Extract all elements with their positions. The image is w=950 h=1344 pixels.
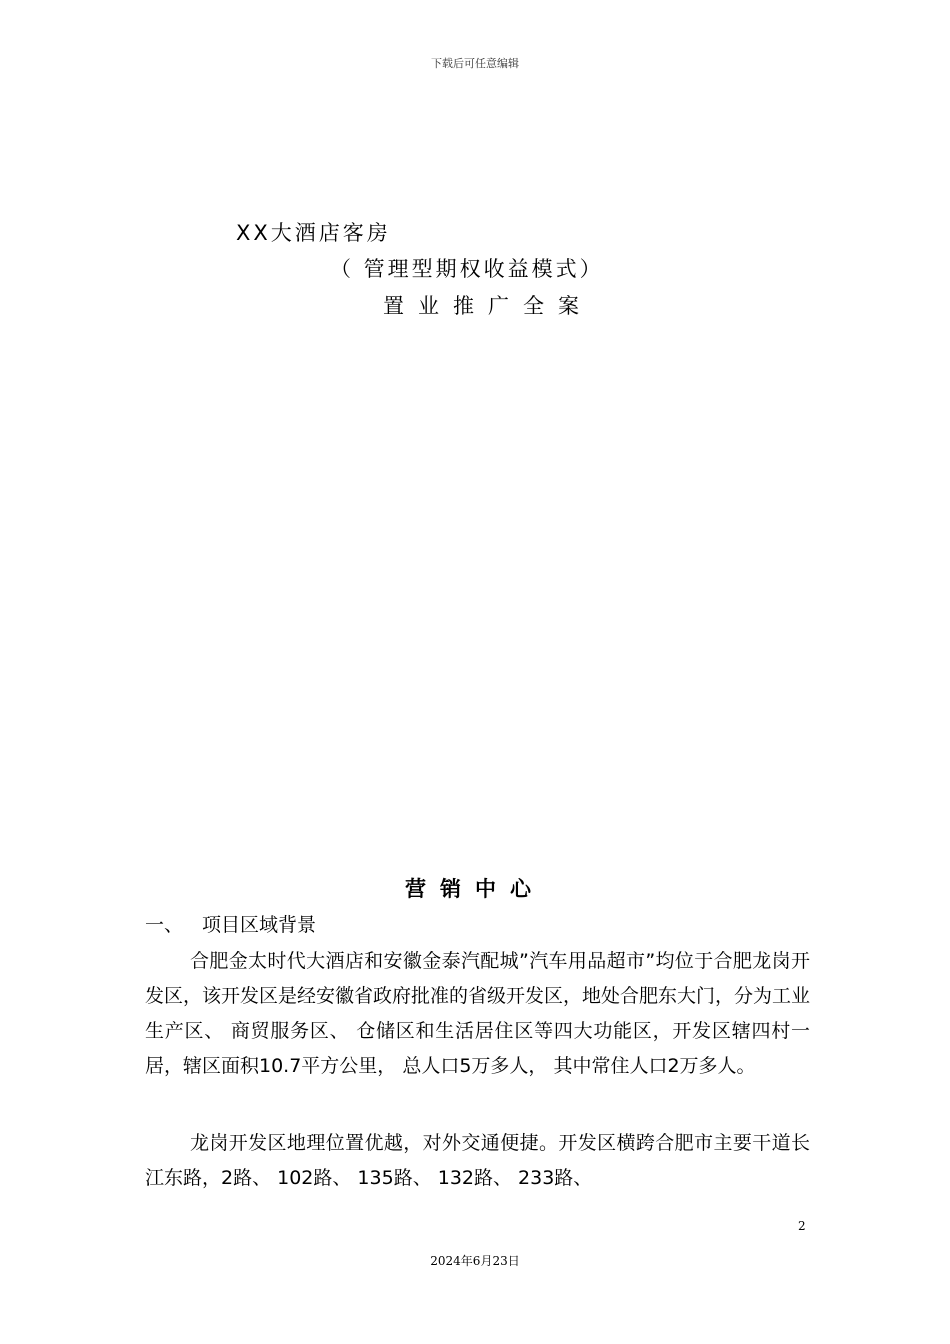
header-note: 下载后可任意编辑 [431, 57, 519, 70]
department-name: 营销中心 [405, 877, 545, 901]
title-line-3: 置业推广全案 [383, 294, 593, 318]
section-heading [145, 910, 316, 937]
body-paragraph: 合肥金太时代大酒店和安徽金泰汽配城”汽车用品超市”均位于合肥龙岗开发区，该开发区是经安徽省政府批准的省级开发区，地处合肥东大门，分为工业生产区、 商贸服务区、 仓储区和生活居住区等四大功能区，开发区辖四村一居，辖区面积10.7平方公里， 总人口5万多人， 其中常住人口2万多人。 [145, 950, 811, 1077]
section-number: 一、 [145, 914, 184, 936]
body-paragraph: 龙岗开发区地理位置优越，对外交通便捷。开发区横跨合肥市主要干道长江东路，2路、 102路、 135路、 132路、 233路、 [145, 1132, 810, 1189]
footer-date: 2024年6月23日 [430, 1254, 520, 1268]
page-number: 2 [798, 1219, 806, 1233]
section-title: 项目区域背景 [202, 914, 317, 936]
title-line-1: XX大酒店客房 [236, 221, 391, 245]
title-line-2: （ 管理型期权收益模式） [330, 257, 604, 281]
